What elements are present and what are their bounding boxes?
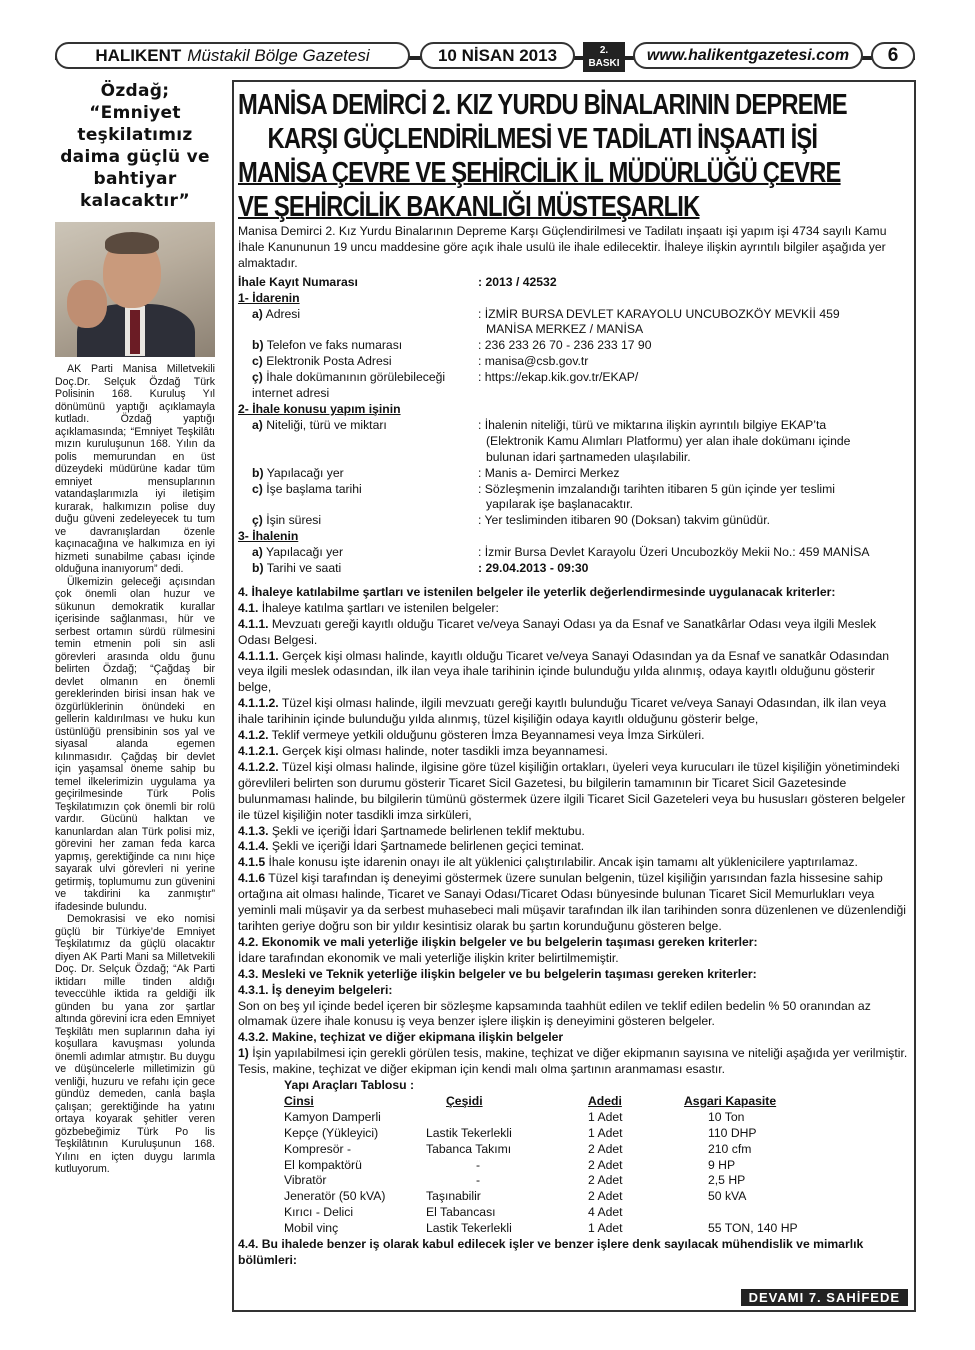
section-4-title: 4. İhaleye katılabilme şartları ve istenilen belgeler ile yeterlik değerlendirmesinde uygulanacak kriterler: <box>238 584 836 599</box>
row-value: : İhalenin niteliği, türü ve miktarına ilişkin ayrıntılı bilgiye EKAP’ta <box>478 417 827 432</box>
table-cell: 2 Adet <box>588 1173 623 1188</box>
row-label: Yapılacağı yer <box>266 465 344 480</box>
table-cell: 50 kVA <box>708 1189 747 1204</box>
email-link[interactable]: : manisa@csb.gov.tr <box>478 354 589 369</box>
row-value: : Sözleşmenin imzalandığı tarihten itibaren 5 gün içinde yer teslimi <box>478 481 836 496</box>
section-2-title: 2- İhale konusu yapım işinin <box>238 401 401 416</box>
row-label: Adresi <box>265 306 301 321</box>
paper-subtitle: Müstakil Bölge Gazetesi <box>187 45 370 65</box>
title-line: MANİSA ÇEVRE VE ŞEHİRCİLİK İL MÜDÜRLÜĞÜ ÇEVRE <box>238 157 841 189</box>
table-cell: - <box>476 1157 481 1172</box>
table-cell: Tabanca Takımı <box>426 1141 512 1156</box>
table-cell: 2,5 HP <box>708 1173 746 1188</box>
section-4-item: 4.1.1.1. Gerçek kişi olması halinde, kayıtlı olduğu Ticaret ve/veya Sanayi Odasından ya da Esnaf ve sanatkâr Odasından veya ilgili meslek odasından, ilk ilan veya ihale tarihinin içinde bulunduğu yılda alınmış, odaya kayıtlı olduğunu gösterir belge, <box>238 648 890 695</box>
table-cell: 1 Adet <box>588 1125 623 1140</box>
row-label: İşe başlama tarihi <box>266 481 362 496</box>
table-cell: 2 Adet <box>588 1157 623 1172</box>
row-label: Tarihi ve saati <box>266 561 342 576</box>
row-value: : İzmir Bursa Devlet Karayolu Üzeri Uncubozköy Mekii No.: 459 MANİSA <box>478 545 870 560</box>
table-row <box>284 1221 864 1237</box>
table-cell: 210 cfm <box>708 1141 752 1156</box>
table-row <box>284 1158 864 1174</box>
table-cell: 2 Adet <box>588 1141 623 1156</box>
table-cell: 1 Adet <box>588 1221 623 1236</box>
row-label: Elektronik Posta Adresi <box>266 354 392 369</box>
tender-notice <box>232 80 916 1312</box>
equipment-table <box>284 1094 864 1237</box>
table-cell: 10 Ton <box>708 1109 745 1124</box>
page-header <box>55 40 915 74</box>
row-label: İşin süresi <box>266 513 322 528</box>
row-value: (Elektronik Kamu Alımları Platformu) yer alan ihale dokümanı içinde <box>486 433 851 448</box>
section-4-item: 4.1.1. Mevzuatı gereği kayıtlı olduğu Ticaret ve/veya Sanayi Odası ya da Esnaf ve Sanatkârlar Odası veya ilgili Meslek Odası Belgesi. <box>238 616 877 647</box>
row-value: bulunan idari şartnameden ulaşılabilir. <box>486 449 691 464</box>
title-line: KARŞI GÜÇLENDİRİLMESİ VE TADİLATI İNŞAATI İŞİ <box>267 123 818 155</box>
notice-title <box>238 88 907 224</box>
section-4-item: 4.1.2. Teklif vermeye yetkili olduğunu gösteren İmza Beyannamesi veya İmza Sirküleri. <box>238 728 705 743</box>
table-cell: Lastik Tekerlekli <box>426 1221 512 1236</box>
left-paragraph: Demokrasisi ve eko nomisi güçlü bir Türkiye’de Emniyet Teşkilatımız da güçlü olacaktır diyen AK Parti Mani sa Milletvekili Doç. Dr. Selçuk Özdağ; “Ak Parti iktidarı mille tinden aldığı teveccühle iktida ra geldiği ilk günden bu yana zor şartlar altında görevini icra eden Emniyet Teşkilâtı men suplarının daha iyi koşullara kavuşması yolunda önemli adımlar atmıştır. Bu duygu ve düşüncelerle milletimizin gü venliği, huzuru ve refahı için gece gündüz demeden, canla başla çalışan; gerektiğinde ha yatını ortaya koyarak şehitler veren gözbebeğimiz Türk Po lis Teşkilâtının Kuruluşunun 168. Yılını en içten duygu larımla kutluyorum. <box>55 913 215 1175</box>
table-header-row <box>284 1094 864 1110</box>
section-4-items <box>238 601 910 935</box>
table-cell: Jeneratör (50 kVA) <box>284 1189 386 1204</box>
table-row <box>284 1173 864 1189</box>
section-4-3-2-text: 1) İşin yapılabilmesi için gerekli görülen tesis, makine, teçhizat ve diğer ekipmanın sayısına ve niteliği aşağıda yer verilmiştir. Tesis, makine, teçhizat ve diğer ekipman için kendi malı olma şartının aranmaması esastır. <box>238 1046 908 1077</box>
table-cell: 9 HP <box>708 1157 736 1172</box>
section-4-3-1-text: Son on beş yıl içinde bedel içeren bir sözleşme kapsamında taahhüt edilen ve teklif edilen bedelin % 50 oranından az olmamak üzere ihale konusu iş veya benzer işlere ilişkin iş deneyimini gösteren belgeler. <box>238 998 871 1029</box>
kayit-label: İhale Kayıt Numarası <box>238 274 358 289</box>
table-row <box>284 1205 864 1221</box>
table-header: Adedi <box>588 1093 622 1108</box>
table-header: Asgari Kapasite <box>684 1093 777 1108</box>
portrait-photo <box>55 222 215 357</box>
row-value: : Yer tesliminden itibaren 90 (Doksan) takvim günüdür. <box>478 513 770 528</box>
table-cell: Kamyon Damperli <box>284 1109 381 1124</box>
left-article-body <box>55 363 215 1176</box>
row-value: yapılarak işe başlanacaktır. <box>486 497 634 512</box>
left-paragraph: AK Parti Manisa Milletvekili Doç.Dr. Selçuk Özdağ Türk Polisinin 168. Kuruluş Yıl dönümünü yaptığı açıklamayla kutladı. Özdağ yaptığı açıklamasında; “Emniyet Teşkilâtı mızın kuruluşunun 168. Yılın da polis memurundan en üst düzeydeki müdürüne kadar tüm emniyet mensuplarının vatandaşlarımızla iyi iletişim kurarak, halkımızın polise duy duğu güveni zedeleyecek tu tum ve davranışlardan özenle kaçınacağına ve halkımıza en iyi hizmeti sunabilme çabası içinde olduğuna inanıyorum” dedi. <box>55 363 215 575</box>
table-row <box>284 1110 864 1126</box>
section-4-item: 4.1.6 Tüzel kişi tarafından iş deneyimi göstermek üzere sunulan belgenin, tüzel kişiliğin yarısından fazla hissesine sahip ortağına ait olması halinde, Ticaret ve Sanayi Odası/Ticaret Odası bünyesinde bulunan Ticaret Sicil Memurlukları veya yeminli mali müşavir ya da serbest muhasebeci mali müşavir tarafından ilk ilan tarihinden sonra düzenlenen ve düzenlendiği tarihten geriye doğru son bir yıldır kesintisiz olarak bu şartın korunduğunu gösteren belge. <box>238 871 906 933</box>
left-paragraph: Ülkemizin geleceği açısından çok önemli olan huzur ve sükunun demokratik kurallar içerisinde sağlanması, hür ve serbest ortamın sürdü rülmesini temin etmenin poli sin asli görevleri arasında oldu ğunu belirten Özdağ; “Çağdaş bir devlet olmanın en önemli gereklerinden birisi insan hak ve özgürlüklerinin önündeki en gellerin kaldırılması ve huku kun üstünlüğü prensibinin sos yal ve siyasal alanda egemen kılınmasıdır. Çağdaş bir devlet için yaşamsal öneme sahip bu temel ilkelerimizin uygulama ya geçirilmesinde Türk Polis Teşkilatımızın çok önemli bir rolü vardır. Gücünü halktan ve kanunlardan alan Türk polisi miz, görevini her zaman feda karca yapmış, gerektiğinde ca nını hiçe sayarak ulvi görevleri ni yerine getirmiş, toplumumu zun güvenini ve takdirini ka zanmıştır” ifadesinde bulundu. <box>55 575 215 913</box>
section-4-3-title: 4.3. Mesleki ve Teknik yeterliğe ilişkin belgeler ve bu belgelerin taşıması gereken kriterler: <box>238 966 757 981</box>
table-cell: Kepçe (Yükleyici) <box>284 1125 379 1140</box>
page-number: 6 <box>871 42 915 69</box>
row-label: İhale dokümanının görülebileceği internet adresi <box>252 370 446 401</box>
paper-name: HALIKENT <box>95 45 182 65</box>
section-4-item: 4.1.1.2. Tüzel kişi olması halinde, ilgili mevzuatı gereği kayıtlı bulunduğu Ticaret ve/veya Sanayi Odasından, ilk ilan veya ihale tarihinin içinde bulunduğu yılda alınmış, tüzel kişiliğin odaya kayıtlı olduğunu gösterir belge, <box>238 696 887 727</box>
table-cell: Vibratör <box>284 1173 327 1188</box>
section-4-3-1-title: 4.3.1. İş deneyim belgeleri: <box>238 982 393 997</box>
row-label: Yapılacağı yer <box>266 545 344 560</box>
row-value: : Manis a- Demirci Merkez <box>478 465 620 480</box>
table-cell: El kompaktörü <box>284 1157 362 1172</box>
continued-label: DEVAMI 7. SAHİFEDE <box>741 1289 908 1306</box>
section-4-item: 4.1.4. Şekli ve içeriği İdari Şartnamede belirlenen geçici teminat. <box>238 839 585 854</box>
table-row <box>284 1126 864 1142</box>
table-cell: Kırıcı - Delici <box>284 1205 354 1220</box>
ekap-link[interactable]: : https://ekap.kik.gov.tr/EKAP/ <box>478 370 639 385</box>
table-cell: - <box>476 1173 481 1188</box>
row-value: : 29.04.2013 - 09:30 <box>478 561 589 576</box>
table-cell: Lastik Tekerlekli <box>426 1125 512 1140</box>
section-1-title: 1- İdarenin <box>238 290 300 305</box>
notice-body: Manisa Demirci 2. Kız Yurdu Binalarının Depreme Karşı Güçlendirilmesi ve Tadilatı inşaatı işi yapım işi 4734 sayılı Kamu İhale Kanununun 19 uncu maddesine göre açık ihale usulü ile ihale edilecektir. İhaleye ilişkin ayrıntılı bilgiler aşağıda yer almaktadır. İhale Kayıt Numarası : 2013 / 42532 1- İdarenin a) Adresi : İZMİR BURSA DEVLET KARAYOLU UNCUBOZKÖY MEVKİİ 459 MANİSA MERKEZ / MANİSA b) Telefon ve faks numarası : 236 233 26 70 - 236 233 17 90 c) Elektronik Posta Adresi : manisa@csb.gov.tr ç) İhale dokümanının görülebileceği internet adresi : https://ekap.kik.gov.tr/EKAP/ 2- İhale konusu yapım işinin a) Niteliği, türü ve miktarı : İhalenin niteliği, türü ve miktarına ilişkin ayrıntılı bilgiye EKAP’ta (Elektronik Kamu Alımları Platformu) yer alan ihale dokümanı içinde bulunan idari şartnameden ulaşılabilir. b) Yapılacağı yer : Manis a- Demirci Merkez c) İşe başlama tarihi : Sözleşmenin imzalandığı tarihten itibaren 5 gün içinde yer teslimi yapılarak işe başlanacaktır. ç) İşin süresi : Yer tesliminden itibaren 90 (Doksan) takvim günüdür. 3- İhalenin a) Yapılacağı yer : İzmir Bursa Devlet Karayolu Üzeri Uncubozköy Mekii No.: 459 MANİSA b) Tarihi ve saati : 29.04.2013 - 09:30 4. İhaleye katılabilme şartları ve istenilen belgeler ile yeterlik değerlendirmesinde uygulanacak kriterler: 4.1. İhaleye katılma şartları ve istenilen belgeler: 4.1.1. Mevzuatı gereği kayıtlı olduğu Ticaret ve/veya Sanayi Odası ya da Esnaf ve Sanatkârlar Odası veya ilgili Meslek Odası Belgesi. 4.1.1.1. Gerçek kişi olması halinde, kayıtlı olduğu Ticaret ve/veya Sanayi Odasından ya da Esnaf ve sanatkâr Odasından veya ilgili meslek odasından, ilk ilan veya ihale tarihinin içinde bulunduğu yılda alınmış, odaya kayıtlı olduğunu gösterir belge, 4.1.1.2. Tüzel kişi olması halinde, ilgili mevzuatı gereği kayıtlı bulunduğu Ticaret ve/veya Sanayi Odasından, ilk ilan veya ihale tarihinin içinde bulunduğu yılda alınmış, tüzel kişiliğin odaya kayıtlı olduğunu gösterir belge, 4.1.2. Teklif vermeye yetkili olduğunu gösteren İmza Beyannamesi veya İmza Sirküleri. 4.1.2.1. Gerçek kişi olması halinde, noter tasdikli imza beyannamesi. 4.1.2.2. Tüzel kişi olması halinde, ilgisine göre tüzel kişiliğin ortakları, üyeleri veya kurucuları ile tüzel kişiliğin yönetimindeki görevlileri belirten son durumu gösterir Ticaret Sicil Gazetesi, bu bilgilerin tamamının bir Ticaret Sicil Gazetesinde bulunmaması halinde, bu bilgilerin tümünü göstermek üzere ilgili Ticaret Sicil Gazeteleri veya bu hususları gösteren belgeler ile tüzel kişiliğin noter tasdikli imza sirküleri, 4.1.3. Şekli ve içeriği İdari Şartnamede belirlenen teklif mektubu. 4.1.4. Şekli ve içeriği İdari Şartnamede belirlenen geçici teminat. 4.1.5 İhale konusu işte idarenin onayı ile alt yüklenici çalıştırılabilir. Ancak işin tamamı alt yüklenicilere yaptırılamaz. 4.1.6 Tüzel kişi tarafından iş deneyimi göstermek üzere sunulan belgenin, tüzel kişiliğin yarısından fazla hissesine sahip ortağına ait olması halinde, Ticaret ve Sanayi Odası/Ticaret Odası bünyesinde bulunan Ticaret Sicil Memurlukları veya yeminli mali müşavir ya da serbest muhasebeci mali müşavir tarafından ilk ilan tarihinden sonra düzenlenen ve düzenlendiği tarihten geriye doğru son bir yıldır kesintisiz olarak bu şartın korunduğunu gösteren belge. 4.2. Ekonomik ve mali yeterliğe ilişkin belgeler ve bu belgelerin taşıması gereken kriterler: İdare tarafından ekonomik ve mali yeterliğe ilişkin kriter belirtilmemiştir. 4.3. Mesleki ve Teknik yeterliğe ilişkin belgeler ve bu belgelerin taşıması gereken kriterler: 4.3.1. İş deneyim belgeleri: Son on beş yıl içinde bedel içeren bir sözleşme kapsamında taahhüt edilen ve teklif edilen bedelin % 50 oranından az olmamak üzere ihale konusu iş veya benzer işlere ilişkin iş deneyimini gösteren belgeler. 4.3.2. Makine, teçhizat ve diğer ekipmana ilişkin belgeler 1) İşin yapılabilmesi için gerekli görülen tesis, makine, teçhizat ve diğer ekipmanın sayısına ve niteliği aşağıda yer verilmiştir. Tesis, makine, teçhizat ve diğer ekipman için kendi malı olma şartının aranmaması esastır. Yapı Araçları Tablosu : Cinsi Çeşidi Adedi Asgari Kapasite Kamyon Damperli 1 Adet 10 Ton Kepçe (Yükleyici) Lastik Tekerlekli 1 Adet 110 DHP Kompresör - Tabanca Takımı 2 Adet 210 cfm El kompaktörü - 2 Adet 9 HP Vibratör - 2 Adet 2,5 HP Jeneratör (50 kVA) Taşınabilir 2 Adet 50 kVA Kırıcı - Delici El Tabancası 4 Adet Mobil vinç Lastik Tekerlekli 1 Adet 55 TON, 140 HP 4.4. Bu ihalede benzer iş olarak kabul edilecek işler ve benzer işlere denk sayılacak mühendislik ve mimarlık bölümleri: <box>238 224 910 1269</box>
table-header: Cinsi <box>284 1093 314 1108</box>
row-label: Telefon ve faks numarası <box>266 338 403 353</box>
title-line: VE ŞEHİRCİLİK BAKANLIĞI MÜSTEŞARLIK <box>238 191 700 223</box>
table-row <box>284 1142 864 1158</box>
issue-date: 10 NİSAN 2013 <box>420 42 575 69</box>
table-cell: 110 DHP <box>708 1125 757 1140</box>
row-value: : İZMİR BURSA DEVLET KARAYOLU UNCUBOZKÖY MEVKİİ 459 <box>478 306 840 321</box>
section-4-2-text: İdare tarafından ekonomik ve mali yeterliğe ilişkin kriter belirtilmemiştir. <box>238 950 619 965</box>
table-cell: 4 Adet <box>588 1205 623 1220</box>
table-cell: El Tabancası <box>426 1205 496 1220</box>
table-cell: 55 TON, 140 HP <box>708 1221 798 1236</box>
section-4-3-2-title: 4.3.2. Makine, teçhizat ve diğer ekipmana ilişkin belgeler <box>238 1030 564 1045</box>
table-cell: Taşınabilir <box>426 1189 481 1204</box>
kayit-value: : 2013 / 42532 <box>478 274 557 289</box>
paper-name-pill <box>55 42 410 69</box>
row-label: Niteliği, türü ve miktarı <box>266 417 387 432</box>
section-4-item: 4.1. İhaleye katılma şartları ve istenilen belgeler: <box>238 600 499 615</box>
row-value: MANİSA MERKEZ / MANİSA <box>486 322 644 337</box>
row-value: : 236 233 26 70 - 236 233 17 90 <box>478 338 652 353</box>
section-4-item: 4.1.2.1. Gerçek kişi olması halinde, noter tasdikli imza beyannamesi. <box>238 744 608 758</box>
section-4-item: 4.1.3. Şekli ve içeriği İdari Şartnamede belirlenen teklif mektubu. <box>238 823 585 838</box>
left-headline: Özdağ; “Emniyet teşkilatımız daima güçlü ve bahtiyar kalacaktır” <box>60 81 210 211</box>
section-4-item: 4.1.5 İhale konusu işte idarenin onayı ile alt yüklenici çalıştırılabilir. Ancak işin tamamı alt yüklenicilere yaptırılamaz. <box>238 855 858 870</box>
table-title: Yapı Araçları Tablosu : <box>284 1078 415 1093</box>
section-4-2-title: 4.2. Ekonomik ve mali yeterliğe ilişkin belgeler ve bu belgelerin taşıması gereken kriterler: <box>238 934 758 949</box>
table-cell: 1 Adet <box>588 1109 623 1124</box>
title-line: MANİSA DEMİRCİ 2. KIZ YURDU BİNALARININ DEPREME <box>238 89 847 121</box>
section-4-item: 4.1.2.2. Tüzel kişi olması halinde, ilgisine göre tüzel kişiliğin ortakları, üyeleri veya kurucuları ile tüzel kişiliğin yönetimindeki görevlileri belirten son durumu gösterir Ticaret Sicil Gazetesi, bu bilgilerin tamamının bir Ticaret Sicil Gazetesinde bulunmaması halinde, bu bilgilerin tümünü göstermek üzere ilgili Ticaret Sicil Gazeteleri veya bu hususları gösteren belgeler ile tüzel kişiliğin noter tasdikli imza sirküleri, <box>238 759 906 822</box>
section-3-title: 3- İhalenin <box>238 529 299 544</box>
notice-intro: Manisa Demirci 2. Kız Yurdu Binalarının Depreme Karşı Güçlendirilmesi ve Tadilatı inşaatı işi yapım işi 4734 sayılı Kamu İhale Kanununun 19 uncu maddesine göre açık ihale usulü ile ihale edilecektir. İhaleye ilişkin ayrıntılı bilgiler aşağıda yer almaktadır. <box>238 224 887 270</box>
section-4-4-title: 4.4. Bu ihalede benzer iş olarak kabul edilecek işler ve benzer işlere denk sayılacak mühendislik ve mimarlık bölümleri: <box>238 1237 864 1267</box>
table-cell <box>426 1110 588 1126</box>
table-cell: Mobil vinç <box>284 1221 339 1236</box>
table-cell: 2 Adet <box>588 1189 623 1204</box>
table-cell <box>684 1205 864 1221</box>
edition-badge: 2. BASKI <box>583 42 625 72</box>
table-row <box>284 1189 864 1205</box>
left-article <box>55 80 215 1176</box>
table-cell: Kompresör - <box>284 1141 352 1156</box>
table-header: Çeşidi <box>446 1093 483 1108</box>
website-link[interactable]: www.halikentgazetesi.com <box>633 42 863 69</box>
